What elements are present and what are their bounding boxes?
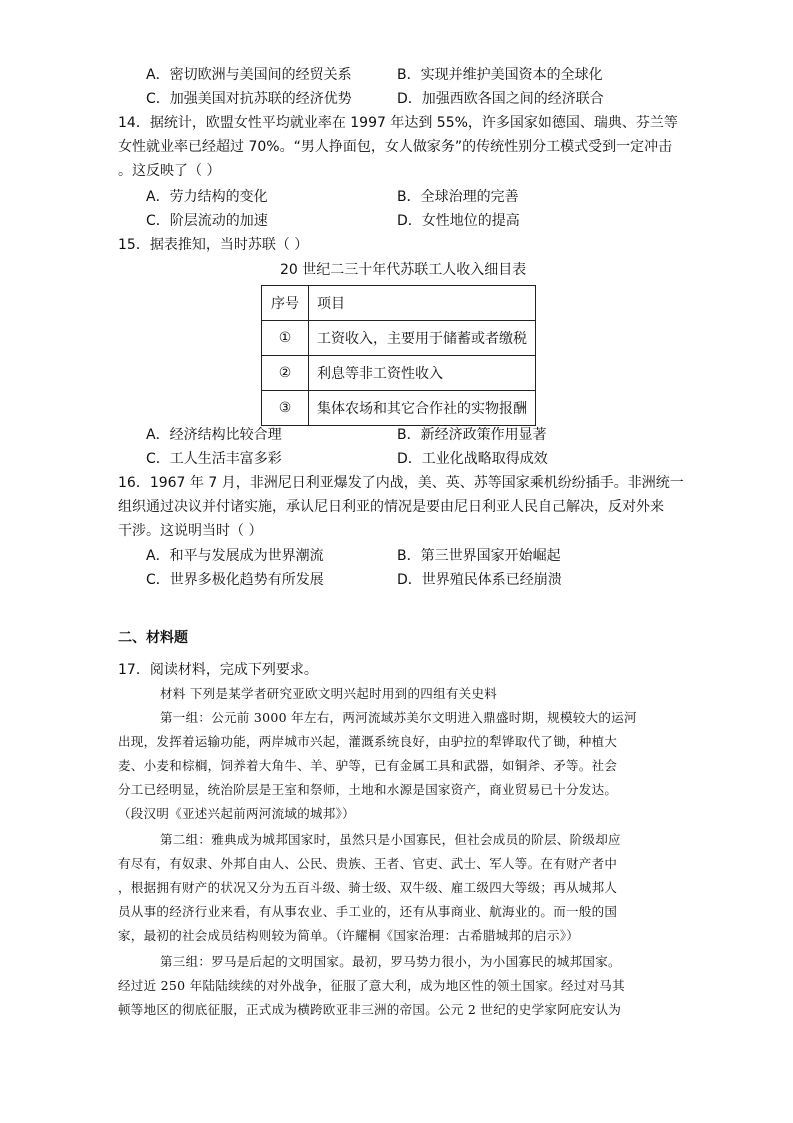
income-table xyxy=(261,285,536,426)
q14-option-a: A．劳力结构的变化 xyxy=(146,189,268,205)
q15-option-d: D．工业化战略取得成效 xyxy=(397,451,548,467)
q14-stem-line: 女性就业率已经超过 70%。“男人挣面包，女人做家务”的传统性别分工模式受到一定冲击 xyxy=(118,139,673,155)
q13-option-a: A．密切欧洲与美国间的经贸关系 xyxy=(146,67,352,83)
material-line: 员从事的经济行业来看，有从事农业、手工业的，还有从事商业、航海业的。而一般的国 xyxy=(118,904,618,919)
material-line: 麦、小麦和棕榈，饲养着大角牛、羊、驴等，已有金属工具和武器，如铜斧、矛等。社会 xyxy=(118,758,618,773)
table-row xyxy=(262,391,536,426)
material-line: 分工已经明显，统治阶层是王室和祭师，土地和水源是国家资产，商业贸易已十分发达。 xyxy=(118,782,618,797)
material-line: （段汉明《亚述兴起前两河流域的城邦》） xyxy=(118,806,355,821)
q14-option-d: D．女性地位的提高 xyxy=(397,213,520,229)
q16-stem-line: 16．1967 年 7 月，非洲尼日利亚爆发了内战，美、英、苏等国家乘机纷纷插手。非洲统一 xyxy=(118,475,684,491)
table-title: 20 世纪二三十年代苏联工人收入细目表 xyxy=(280,262,527,278)
q17-stem: 17．阅读材料，完成下列要求。 xyxy=(118,662,318,678)
material-line: 第二组：雅典成为城邦国家时，虽然只是小国寡民，但社会成员的阶层、阶级却应 xyxy=(160,832,621,847)
q13-option-b: B．实现并维护美国资本的全球化 xyxy=(397,67,603,83)
q15-option-b: B．新经济政策作用显著 xyxy=(397,427,547,443)
q13-option-d: D．加强西欧各国之间的经济联合 xyxy=(397,91,604,107)
table-cell: 利息等非工资性收入 xyxy=(309,356,536,391)
material-line: 第一组：公元前 3000 年左右，两河流域苏美尔文明进入鼎盛时期，规模较大的运河 xyxy=(160,710,637,725)
section-title: 二、材料题 xyxy=(118,630,188,646)
table-cell: 工资收入，主要用于储蓄或者缴税 xyxy=(309,321,536,356)
q16-option-a: A．和平与发展成为世界潮流 xyxy=(146,548,324,564)
table-row xyxy=(262,356,536,391)
table-header-cell: 序号 xyxy=(262,286,309,321)
q15-stem: 15．据表推知，当时苏联（ ） xyxy=(118,237,309,253)
q16-option-d: D．世界殖民体系已经崩溃 xyxy=(397,572,562,588)
material-line: 家，最初的社会成员结构则较为简单。（许耀桐《国家治理：古希腊城邦的启示》） xyxy=(118,928,580,943)
material-title: 材料 下列是某学者研究亚欧文明兴起时用到的四组有关史料 xyxy=(160,686,498,701)
table-header-row xyxy=(262,286,536,321)
table-header-cell: 项目 xyxy=(309,286,536,321)
material-line: 第三组：罗马是后起的文明国家。最初，罗马势力很小，为小国寡民的城邦国家。 xyxy=(160,954,621,969)
q14-option-c: C．阶层流动的加速 xyxy=(146,213,268,229)
q15-option-c: C．工人生活丰富多彩 xyxy=(146,451,282,467)
q16-option-b: B．第三世界国家开始崛起 xyxy=(397,548,561,564)
q14-stem-line: 14．据统计，欧盟女性平均就业率在 1997 年达到 55%，许多国家如德国、瑞典、芬兰等 xyxy=(118,115,678,131)
q16-stem-line: 干涉。这说明当时（ ） xyxy=(118,523,263,539)
material-line: 出现，发挥着运输功能，两岸城市兴起，灌溉系统良好，由驴拉的犁铧取代了锄，种植大 xyxy=(118,734,618,749)
material-line: 经过近 250 年陆陆续续的对外战争，征服了意大利，成为地区性的领土国家。经过对马其 xyxy=(118,978,625,993)
table-cell: 集体农场和其它合作社的实物报酬 xyxy=(309,391,536,426)
q14-option-b: B．全球治理的完善 xyxy=(397,189,519,205)
table-cell: ① xyxy=(262,321,309,356)
table-cell: ③ xyxy=(262,391,309,426)
q16-stem-line: 组织通过决议并付诸实施，承认尼日利亚的情况是要由尼日利亚人民自己解决，反对外来 xyxy=(118,499,664,515)
q13-option-c: C．加强美国对抗苏联的经济优势 xyxy=(146,91,352,107)
table-cell: ② xyxy=(262,356,309,391)
material-line: ，根据拥有财产的状况又分为五百斗级、骑士级、双牛级、雇工级四大等级；再从城邦人 xyxy=(118,880,618,895)
material-line: 顿等地区的彻底征服，正式成为横跨欧亚非三洲的帝国。公元 2 世纪的史学家阿庇安认为 xyxy=(118,1002,622,1017)
table-row xyxy=(262,321,536,356)
q16-option-c: C．世界多极化趋势有所发展 xyxy=(146,572,324,588)
material-line: 有尽有，有奴隶、外邦自由人、公民、贵族、王者、官吏、武士、军人等。在有财产者中 xyxy=(118,856,618,871)
q14-stem-line: 。这反映了（ ） xyxy=(118,163,221,179)
q15-option-a: A．经济结构比较合理 xyxy=(146,427,282,443)
